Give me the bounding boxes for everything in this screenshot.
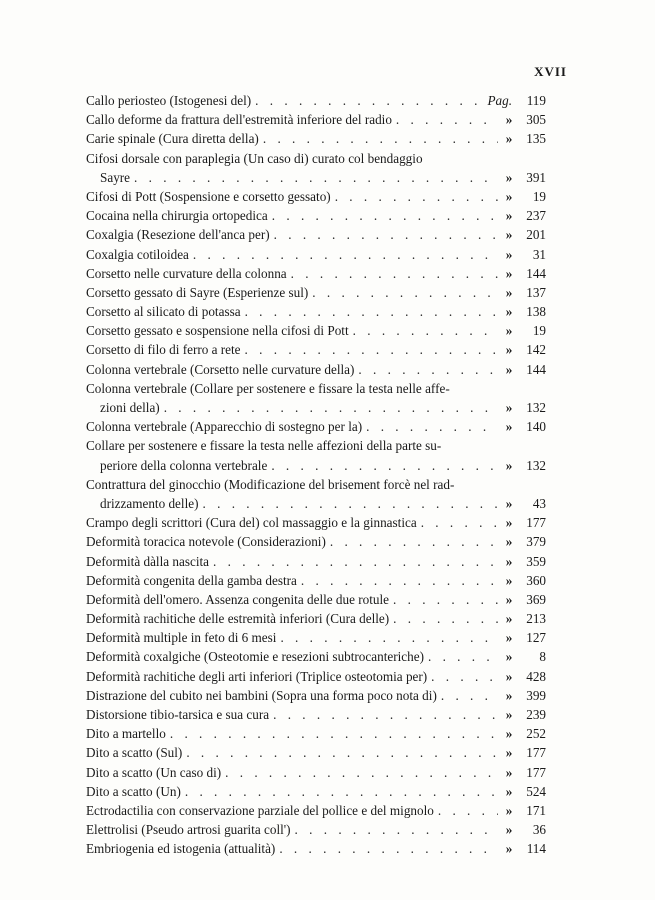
ditto-mark: »	[505, 131, 513, 147]
entry-title: Deformità dell'omero. Assenza congenita delle due rotule	[86, 591, 390, 607]
dot-leader	[312, 283, 498, 302]
index-entry	[86, 245, 546, 264]
entry-title: Elettrolisi (Pseudo artrosi guarita coll')	[86, 822, 291, 838]
entry-page-number: 360	[526, 572, 546, 588]
index-entry	[86, 340, 546, 359]
entry-page-number: 252	[526, 726, 546, 742]
index-entry-line	[86, 379, 546, 398]
index-entry	[86, 264, 546, 283]
dot-leader	[295, 820, 498, 839]
entry-title: Cifosi dorsale con paraplegia (Un caso di) curato col bendaggio	[86, 150, 423, 166]
entry-page-number: 237	[526, 208, 546, 224]
entry-page-number: 114	[526, 841, 546, 857]
index-entry-line	[86, 839, 546, 858]
ditto-mark: »	[505, 764, 513, 780]
ditto-mark: »	[505, 726, 513, 742]
index-entry-line	[86, 417, 546, 436]
dot-leader	[441, 686, 498, 705]
entry-title: Deformità coxalgiche (Osteotomie e resezioni subtrocanteriche)	[86, 649, 424, 665]
ditto-mark: »	[505, 534, 513, 550]
index-entry-line	[86, 321, 546, 340]
index-entry-line	[86, 763, 546, 782]
index-entry	[86, 609, 546, 628]
entry-page-number: 399	[526, 687, 546, 703]
index-entry	[86, 782, 546, 801]
entry-page-number: 132	[526, 457, 546, 473]
entry-page-number: 19	[532, 323, 546, 339]
index-entry	[86, 91, 546, 110]
index-entry	[86, 417, 546, 436]
dot-leader	[280, 628, 498, 647]
entry-page-number: 127	[526, 630, 546, 646]
entry-title: Dito a scatto (Un caso di)	[86, 764, 222, 780]
dot-leader	[335, 187, 498, 206]
index-entry	[86, 110, 546, 129]
entry-title: drizzamento delle)	[100, 495, 199, 511]
index-entry	[86, 225, 546, 244]
index-entry-line	[86, 245, 546, 264]
dot-leader	[193, 245, 498, 264]
index-entry	[86, 321, 546, 340]
index-entry-line	[86, 302, 546, 321]
index-entry-line	[86, 187, 546, 206]
entry-page-number: 135	[526, 131, 546, 147]
ditto-mark: »	[505, 822, 513, 838]
index-entry	[86, 149, 546, 187]
dot-leader	[273, 705, 498, 724]
entry-title: Deformità congenita della gamba destra	[86, 572, 297, 588]
index-entry-line	[86, 398, 546, 417]
ditto-mark: »	[505, 419, 513, 435]
entry-title: Embriogenia ed istogenia (attualità)	[86, 841, 276, 857]
dot-leader	[358, 360, 498, 379]
entry-page-number: 36	[532, 822, 546, 838]
entry-page-number: 140	[526, 419, 546, 435]
ditto-mark: »	[505, 668, 513, 684]
index-entry-line	[86, 532, 546, 551]
entry-title: Deformità dàlla nascita	[86, 553, 210, 569]
ditto-mark: »	[505, 649, 513, 665]
entry-page-number: 177	[526, 515, 546, 531]
entry-page-number: 428	[526, 668, 546, 684]
dot-leader	[263, 129, 498, 148]
entry-title: Crampo degli scrittori (Cura del) col massaggio e la ginnastica	[86, 515, 417, 531]
ditto-mark: »	[505, 361, 513, 377]
index-entry	[86, 475, 546, 513]
ditto-mark: »	[505, 745, 513, 761]
dot-leader	[164, 398, 498, 417]
entry-title: Sayre	[100, 169, 131, 185]
entry-title: Corsetto al silicato di potassa	[86, 304, 241, 320]
index-entry-line	[86, 571, 546, 590]
entry-page-number: 177	[526, 745, 546, 761]
index-entry-line	[86, 360, 546, 379]
dot-leader	[272, 206, 498, 225]
entry-page-number: 239	[526, 707, 546, 722]
entry-page-number: 177	[526, 764, 546, 780]
entry-page-number: 171	[526, 802, 546, 818]
entry-title: Deformità toracica notevole (Considerazioni)	[86, 534, 326, 550]
index-entry-line	[86, 667, 546, 686]
entry-title: Dito a martello	[86, 726, 166, 742]
index-entry	[86, 743, 546, 762]
index-entry	[86, 647, 546, 666]
index-entry	[86, 801, 546, 820]
entry-title: Distrazione del cubito nei bambini (Sopra una forma poco nota di)	[86, 687, 437, 703]
index-entry	[86, 763, 546, 782]
entry-title: Cifosi di Pott (Sospensione e corsetto gessato)	[86, 188, 331, 204]
index-entry	[86, 571, 546, 590]
entry-title: Callo periosteo (Istogenesi del)	[86, 93, 252, 108]
ditto-mark: »	[505, 783, 513, 799]
ditto-mark: »	[505, 457, 513, 473]
entry-page-number: 391	[526, 169, 546, 185]
entry-title: Distorsione tibio-tarsica e sua cura	[86, 707, 270, 722]
dot-leader	[330, 532, 498, 551]
entry-title: Colonna vertebrale (Collare per sostenere e fissare la testa nelle affe-	[86, 380, 450, 396]
pag-label: Pag.	[487, 93, 512, 108]
dot-leader	[291, 264, 498, 283]
entry-title: Corsetto di filo di ferro a rete	[86, 342, 241, 358]
page-number: XVII	[534, 64, 567, 79]
dot-leader	[274, 225, 498, 244]
entry-title: Deformità rachitiche delle estremità inferiori (Cura delle)	[86, 611, 390, 627]
ditto-mark: »	[505, 687, 513, 703]
ditto-mark: »	[505, 227, 513, 243]
dot-leader	[203, 494, 499, 513]
entry-page-number: 119	[526, 93, 546, 108]
dot-leader	[213, 552, 498, 571]
ditto-mark: »	[505, 246, 513, 262]
ditto-mark: »	[505, 188, 513, 204]
entry-page-number: 132	[526, 400, 546, 415]
index-entry	[86, 532, 546, 551]
ditto-mark: »	[505, 304, 513, 320]
index-entry	[86, 129, 546, 148]
index-entry-line	[86, 340, 546, 359]
index-entry-line	[86, 782, 546, 801]
ditto-mark: »	[505, 591, 513, 607]
index-entry-line	[86, 225, 546, 244]
index-entry	[86, 283, 546, 302]
dot-leader	[255, 91, 483, 110]
dot-leader	[279, 839, 498, 858]
dot-leader	[366, 417, 498, 436]
entry-title: Corsetto gessato di Sayre (Esperienze sul)	[86, 284, 309, 300]
index-entry	[86, 839, 546, 858]
ditto-mark: »	[505, 323, 513, 339]
index-entry	[86, 628, 546, 647]
index-entry-line	[86, 743, 546, 762]
dot-leader	[396, 110, 498, 129]
entry-page-number: 144	[526, 361, 546, 377]
entry-page-number: 43	[532, 495, 546, 511]
index-entry	[86, 667, 546, 686]
ditto-mark: »	[505, 802, 513, 818]
dot-leader	[134, 168, 498, 187]
index-entry-line	[86, 820, 546, 839]
index-entry-line	[86, 283, 546, 302]
ditto-mark: »	[505, 572, 513, 588]
index-entry-line	[86, 91, 546, 110]
entry-page-number: 379	[526, 534, 546, 550]
dot-leader	[185, 782, 498, 801]
entry-title: Collare per sostenere e fissare la testa nelle affezioni della parte su-	[86, 438, 442, 454]
dot-leader	[271, 456, 498, 475]
index-entry-line	[86, 590, 546, 609]
dot-leader	[431, 667, 498, 686]
entry-title: Dito a scatto (Sul)	[86, 745, 183, 761]
entry-page-number: 142	[526, 342, 546, 358]
dot-leader	[438, 801, 498, 820]
index-entry	[86, 513, 546, 532]
entry-title: Carie spinale (Cura diretta della)	[86, 131, 259, 147]
dot-leader	[421, 513, 498, 532]
ditto-mark: »	[505, 841, 513, 857]
entry-page-number: 8	[539, 649, 546, 665]
ditto-mark: »	[505, 169, 513, 185]
dot-leader	[225, 763, 498, 782]
index-entry-line	[86, 609, 546, 628]
entry-title: Corsetto gessato e sospensione nella cifosi di Pott	[86, 323, 349, 339]
index-entry	[86, 360, 546, 379]
entry-title: Deformità multiple in feto di 6 mesi	[86, 630, 277, 646]
index-entry-line	[86, 647, 546, 666]
dot-leader	[245, 340, 498, 359]
ditto-mark: »	[505, 495, 513, 511]
index-entry	[86, 552, 546, 571]
index-entry	[86, 436, 546, 474]
entry-title: Coxalgia cotiloidea	[86, 246, 189, 262]
index-entry	[86, 686, 546, 705]
entry-page-number: 359	[526, 553, 546, 569]
ditto-mark: »	[505, 400, 513, 415]
entry-title: Dito a scatto (Un)	[86, 783, 181, 799]
index-entry-line	[86, 513, 546, 532]
dot-leader	[428, 647, 498, 666]
dot-leader	[170, 724, 498, 743]
entry-page-number: 201	[526, 227, 546, 243]
index-entries	[86, 91, 546, 859]
index-entry	[86, 820, 546, 839]
index-entry-line	[86, 206, 546, 225]
dot-leader	[393, 609, 498, 628]
entry-page-number: 19	[532, 188, 546, 204]
index-entry-line	[86, 724, 546, 743]
index-entry	[86, 302, 546, 321]
dot-leader	[301, 571, 498, 590]
index-entry	[86, 724, 546, 743]
index-entry-line	[86, 705, 546, 724]
index-entry-line	[86, 436, 546, 455]
entry-title: Corsetto nelle curvature della colonna	[86, 265, 287, 281]
entry-title: zioni della)	[100, 400, 160, 415]
index-entry-line	[86, 628, 546, 647]
index-entry-line	[86, 686, 546, 705]
index-entry-line	[86, 264, 546, 283]
entry-page-number: 137	[526, 284, 546, 300]
index-entry	[86, 590, 546, 609]
entry-page-number: 524	[526, 783, 546, 799]
ditto-mark: »	[505, 342, 513, 358]
dot-leader	[186, 743, 498, 762]
entry-title: Colonna vertebrale (Corsetto nelle curvature della)	[86, 361, 355, 377]
index-entry	[86, 206, 546, 225]
index-entry	[86, 379, 546, 417]
ditto-mark: »	[505, 208, 513, 224]
entry-page-number: 213	[526, 611, 546, 627]
ditto-mark: »	[505, 284, 513, 300]
index-entry	[86, 187, 546, 206]
entry-title: Colonna vertebrale (Apparecchio di sostegno per la)	[86, 419, 363, 435]
ditto-mark: »	[505, 553, 513, 569]
ditto-mark: »	[505, 611, 513, 627]
ditto-mark: »	[505, 630, 513, 646]
entry-title: Cocaina nella chirurgia ortopedica	[86, 208, 268, 224]
entry-title: Callo deforme da frattura dell'estremità inferiore del radio	[86, 112, 392, 128]
index-entry	[86, 705, 546, 724]
ditto-mark: »	[505, 707, 513, 722]
index-entry-line	[86, 168, 546, 187]
entry-page-number: 138	[526, 304, 546, 320]
entry-title: Contrattura del ginocchio (Modificazione del brisement forcè nel rad-	[86, 476, 455, 492]
index-entry-line	[86, 129, 546, 148]
entry-page-number: 31	[532, 246, 546, 262]
dot-leader	[245, 302, 498, 321]
entry-title: periore della colonna vertebrale	[100, 457, 268, 473]
index-entry-line	[86, 475, 546, 494]
entry-page-number: 305	[526, 112, 546, 128]
ditto-mark: »	[505, 265, 513, 281]
index-entry-line	[86, 552, 546, 571]
dot-leader	[393, 590, 498, 609]
dot-leader	[353, 321, 498, 340]
entry-title: Ectrodactilia con conservazione parziale del pollice e del mignolo	[86, 802, 434, 818]
entry-title: Deformità rachitiche degli arti inferiori (Triplice osteotomia per)	[86, 668, 428, 684]
ditto-mark: »	[505, 112, 513, 128]
entry-page-number: 369	[526, 591, 546, 607]
ditto-mark: »	[505, 515, 513, 531]
index-entry-line	[86, 801, 546, 820]
index-entry-line	[86, 149, 546, 168]
index-entry-line	[86, 110, 546, 129]
entry-title: Coxalgia (Resezione dell'anca per)	[86, 227, 270, 243]
index-entry-line	[86, 456, 546, 475]
entry-page-number: 144	[526, 265, 546, 281]
index-entry-line	[86, 494, 546, 513]
